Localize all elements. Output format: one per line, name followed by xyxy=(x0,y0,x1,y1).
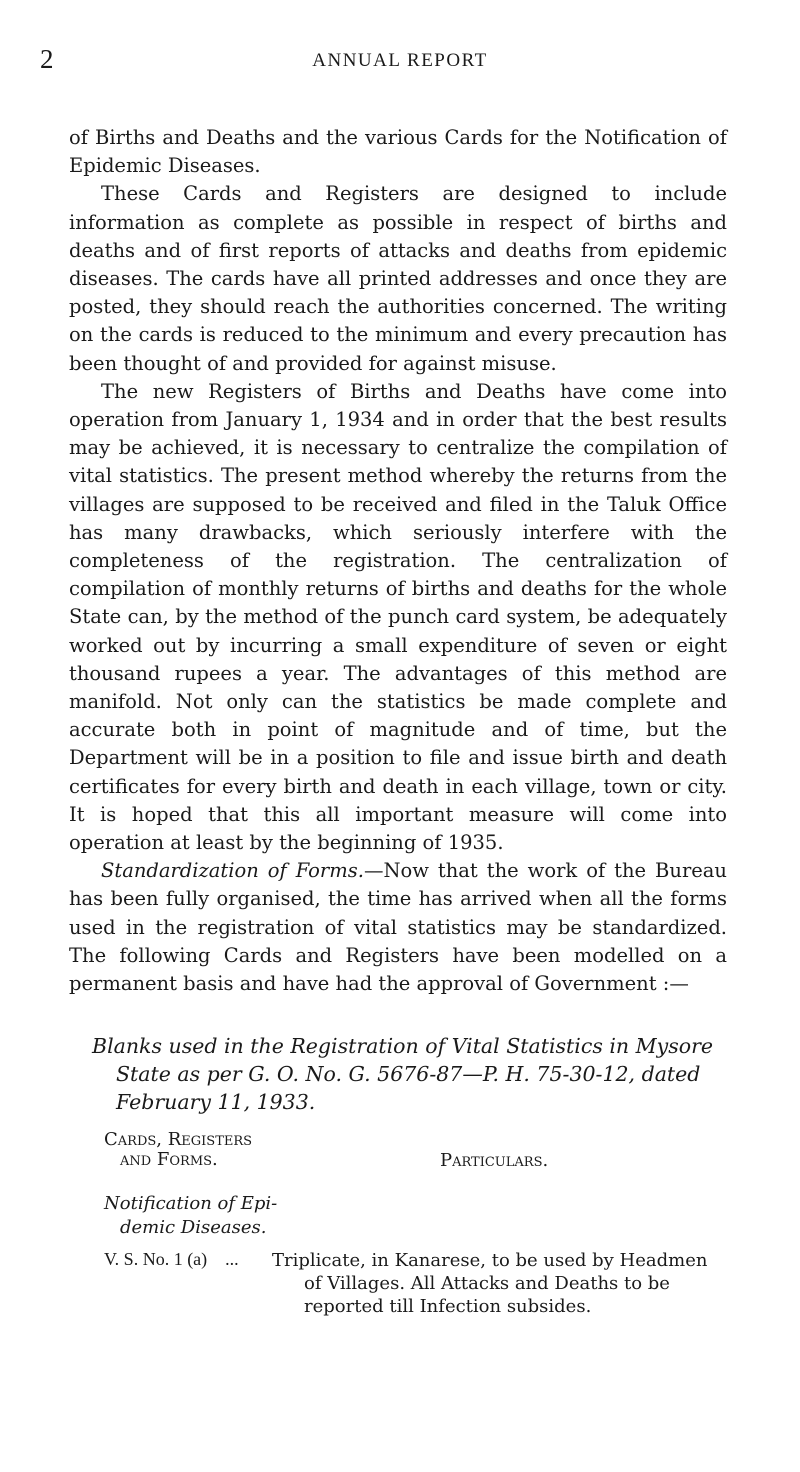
group-label-line1: Notification of Epi- xyxy=(104,1193,278,1214)
group-label-line2: demic Diseases. xyxy=(120,1217,267,1238)
paragraph-cards-registers: These Cards and Registers are designed to include information as complete as possible in respect of births and deaths and of first reports of attacks and deaths from epidemic diseases. The cards have all printed addresses and once they are posted, they should reach the authorities concerned. The writing on the cards is reduced to the minimum and every precaution has been thought of and provided for against misuse. xyxy=(69,182,727,375)
table-row-code xyxy=(104,1249,239,1270)
column-header-cards-line1: Cards, Registers xyxy=(104,1129,253,1150)
section-heading: Blanks used in the Registration of Vital Statistics in Mysore State as per G. O. No. G. 5676-87—P. H. 75-30-12, dated February 11, 1933. xyxy=(92,1034,713,1114)
running-head: ANNUAL REPORT xyxy=(312,50,488,71)
column-header-cards xyxy=(104,1130,252,1170)
entry-desc-rest: of Villages. All Attacks and Deaths to be reported till Infection subsides. xyxy=(304,1273,670,1317)
column-header-particulars: Particulars. xyxy=(440,1150,549,1171)
paragraph-continuation: of Births and Deaths and the various Cards for the Notification of Epidemic Diseases. xyxy=(69,126,727,178)
entry-desc-line1: Triplicate, in Kanarese, to be used by Headmen xyxy=(272,1250,708,1271)
standardization-body: —Now that the work of the Bureau has been fully organised, the time has arrived when all the forms used in the registration of vital statistics may be standardized. The following Cards and Registers have been modelled on a permanent basis and have had the approval of Government :— xyxy=(69,859,727,996)
paragraph-new-registers: The new Registers of Births and Deaths have come into operation from January 1, 1934 and in order that the best results may be achieved, it is necessary to centralize the compilation of vital statistics. The present method whereby the returns from the villages are supposed to be received and filed in the Taluk Office has many drawbacks, which seriously interfere with the completeness of the registration. The centralization of compilation of monthly returns of births and deaths for the whole State can, by the method of the punch card system, be adequately worked out by incurring a small expenditure of seven or eight thousand rupees a year. The advantages of this method are manifold. Not only can the statistics be made complete and accurate both in point of magnitude and of time, but the Department will be in a position to file and issue birth and death certificates for every birth and death in each village, town or city. It is hoped that this all important measure will come into operation at least by the beginning of 1935. xyxy=(69,379,727,855)
table-row-particulars xyxy=(272,1249,742,1318)
column-header-cards-line2: and Forms. xyxy=(120,1149,218,1170)
standardization-lead: Standardization of Forms. xyxy=(101,859,364,883)
paragraph-standardization xyxy=(69,857,727,998)
page-number: 2 xyxy=(40,44,54,74)
body-text xyxy=(69,124,727,998)
group-label xyxy=(104,1192,324,1240)
entry-code: V. S. No. 1 (a) xyxy=(104,1249,208,1269)
leader-dots: ... xyxy=(225,1249,239,1269)
